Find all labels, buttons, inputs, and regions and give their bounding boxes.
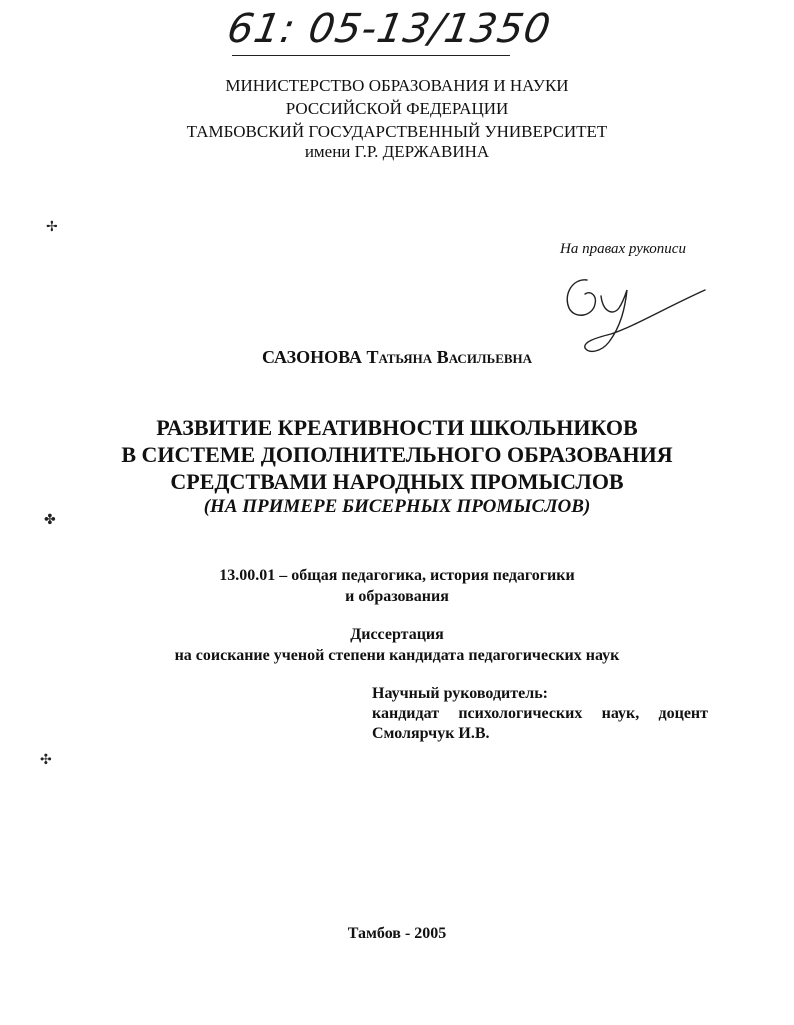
handwritten-archive-number: 61: 05-13/1350	[223, 6, 555, 52]
title-line-2: В СИСТЕМЕ ДОПОЛНИТЕЛЬНОГО ОБРАЗОВАНИЯ	[121, 442, 673, 467]
specialty-line-2: и образования	[345, 588, 449, 605]
university-header	[0, 122, 794, 162]
title-line-1: РАЗВИТИЕ КРЕАТИВНОСТИ ШКОЛЬНИКОВ	[156, 415, 638, 440]
advisor-name: Смолярчук И.В.	[372, 725, 490, 742]
dissertation-subtitle: (НА ПРИМЕРЕ БИСЕРНЫХ ПРОМЫСЛОВ)	[203, 496, 591, 517]
ministry-line-2: РОССИЙСКОЙ ФЕДЕРАЦИИ	[285, 99, 509, 118]
author-given-names: Татьяна Васильевна	[366, 347, 533, 367]
margin-mark-icon: ✢	[46, 219, 58, 235]
university-line-2: имени Г.Р. ДЕРЖАВИНА	[304, 142, 490, 161]
author-surname: САЗОНОВА	[261, 347, 362, 367]
rights-note: На правах рукописи	[560, 241, 686, 257]
ministry-header	[0, 74, 794, 120]
scientific-advisor	[372, 684, 708, 744]
specialty-line-1: 13.00.01 – общая педагогика, история педагогики	[219, 567, 575, 584]
dissertation-title	[0, 414, 794, 495]
dissertation-type	[0, 624, 794, 666]
handwritten-underline	[232, 55, 510, 56]
author-name	[0, 347, 794, 368]
advisor-degree: кандидат психологических наук, доцент	[372, 705, 708, 722]
dissertation-degree: на соискание ученой степени кандидата педагогических наук	[174, 647, 620, 664]
university-line-1: ТАМБОВСКИЙ ГОСУДАРСТВЕННЫЙ УНИВЕРСИТЕТ	[186, 122, 608, 141]
advisor-label: Научный руководитель:	[372, 685, 548, 702]
specialty-code	[0, 565, 794, 607]
margin-mark-icon: ✤	[44, 512, 56, 528]
ministry-line-1: МИНИСТЕРСТВО ОБРАЗОВАНИЯ И НАУКИ	[225, 76, 569, 95]
city-year: Тамбов - 2005	[347, 925, 447, 942]
margin-mark-icon: ✣	[40, 752, 52, 768]
title-line-3: СРЕДСТВАМИ НАРОДНЫХ ПРОМЫСЛОВ	[170, 469, 624, 494]
dissertation-label: Диссертация	[350, 626, 444, 643]
